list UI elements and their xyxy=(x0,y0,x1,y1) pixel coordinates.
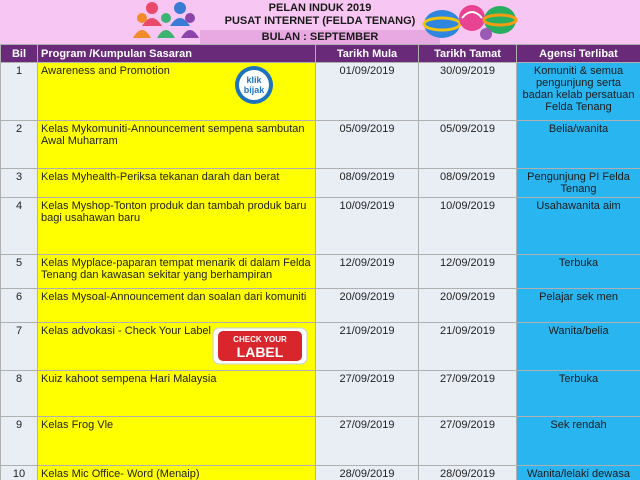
agency-cell: Komuniti & semua pengunjung serta badan kelab persatuan Felda Tenang xyxy=(517,63,640,121)
plan-title: PELAN INDUK 2019 xyxy=(268,2,372,14)
table-row xyxy=(1,198,640,255)
start-date: 27/09/2019 xyxy=(316,417,419,466)
row-number: 2 xyxy=(1,121,38,169)
end-date: 10/09/2019 xyxy=(419,198,517,255)
table-row xyxy=(1,371,640,417)
agency-cell: Usahawanita aim xyxy=(517,198,640,255)
row-number: 10 xyxy=(1,466,38,480)
table-row xyxy=(1,323,640,371)
start-date: 20/09/2019 xyxy=(316,289,419,323)
agency-cell: Sek rendah xyxy=(517,417,640,466)
end-date: 30/09/2019 xyxy=(419,63,517,121)
row-number: 6 xyxy=(1,289,38,323)
schedule-table xyxy=(0,44,640,480)
table-header-row xyxy=(1,45,640,63)
end-date: 12/09/2019 xyxy=(419,255,517,289)
program-text: Awareness and Promotion xyxy=(41,65,170,77)
program-cell: Kelas Mic Office- Word (Menaip) xyxy=(38,466,316,480)
row-number: 3 xyxy=(1,169,38,198)
column-header-bil: Bil xyxy=(1,45,38,63)
klik-bijak-logo xyxy=(234,65,274,105)
program-cell: Kelas Myshop-Tonton produk dan tambah produk baru bagi usahawan baru xyxy=(38,198,316,255)
program-cell: Kelas Myhealth-Periksa tekanan darah dan berat xyxy=(38,169,316,198)
table-row xyxy=(1,169,640,198)
agency-cell: Pelajar sek men xyxy=(517,289,640,323)
end-date: 08/09/2019 xyxy=(419,169,517,198)
row-number: 5 xyxy=(1,255,38,289)
program-cell: Kelas Mysoal-Announcement dan soalan dari komuniti xyxy=(38,289,316,323)
column-header-program: Program /Kumpulan Sasaran xyxy=(38,45,316,63)
end-date: 20/09/2019 xyxy=(419,289,517,323)
start-date: 10/09/2019 xyxy=(316,198,419,255)
check-your-text: CHECK YOUR xyxy=(233,335,287,344)
internet-globe-icon xyxy=(420,0,520,44)
agency-cell: Wanita/lelaki dewasa xyxy=(517,466,640,480)
bijak-logo-text: bijak xyxy=(243,85,265,95)
table-row xyxy=(1,289,640,323)
month-label: BULAN : SEPTEMBER xyxy=(200,30,440,44)
start-date: 01/09/2019 xyxy=(316,63,419,121)
table-row xyxy=(1,63,640,121)
start-date: 28/09/2019 xyxy=(316,466,419,480)
row-number: 9 xyxy=(1,417,38,466)
start-date: 12/09/2019 xyxy=(316,255,419,289)
table-row xyxy=(1,466,640,480)
end-date: 05/09/2019 xyxy=(419,121,517,169)
row-number: 7 xyxy=(1,323,38,371)
column-header-end-date: Tarikh Tamat xyxy=(419,45,517,63)
center-name: PUSAT INTERNET (FELDA TENANG) xyxy=(224,15,416,27)
program-cell xyxy=(38,323,316,371)
agency-cell: Belia/wanita xyxy=(517,121,640,169)
program-cell: Kelas Frog Vle xyxy=(38,417,316,466)
start-date: 27/09/2019 xyxy=(316,371,419,417)
end-date: 27/09/2019 xyxy=(419,417,517,466)
agency-cell: Terbuka xyxy=(517,371,640,417)
row-number: 4 xyxy=(1,198,38,255)
agency-cell: Terbuka xyxy=(517,255,640,289)
agency-cell: Wanita/belia xyxy=(517,323,640,371)
end-date: 21/09/2019 xyxy=(419,323,517,371)
program-cell: Kelas Mykomuniti-Announcement sempena sambutan Awal Muharram xyxy=(38,121,316,169)
table-row xyxy=(1,417,640,466)
program-cell: Kelas Myplace-paparan tempat menarik di dalam Felda Tenang dan kawasan sekitar yang berhampiran xyxy=(38,255,316,289)
start-date: 05/09/2019 xyxy=(316,121,419,169)
program-cell xyxy=(38,63,316,121)
start-date: 21/09/2019 xyxy=(316,323,419,371)
column-header-agency: Agensi Terlibat xyxy=(517,45,640,63)
agency-cell: Pengunjung PI Felda Tenang xyxy=(517,169,640,198)
label-text: LABEL xyxy=(236,344,284,360)
klik-logo-text: klik xyxy=(246,75,262,85)
program-cell: Kuiz kahoot sempena Hari Malaysia xyxy=(38,371,316,417)
end-date: 27/09/2019 xyxy=(419,371,517,417)
program-text: Kelas advokasi - Check Your Label xyxy=(41,325,211,337)
row-number: 8 xyxy=(1,371,38,417)
end-date: 28/09/2019 xyxy=(419,466,517,480)
page-header xyxy=(0,0,640,44)
table-row xyxy=(1,255,640,289)
column-header-start-date: Tarikh Mula xyxy=(316,45,419,63)
table-row xyxy=(1,121,640,169)
check-your-label-logo xyxy=(212,327,308,365)
row-number: 1 xyxy=(1,63,38,121)
start-date: 08/09/2019 xyxy=(316,169,419,198)
